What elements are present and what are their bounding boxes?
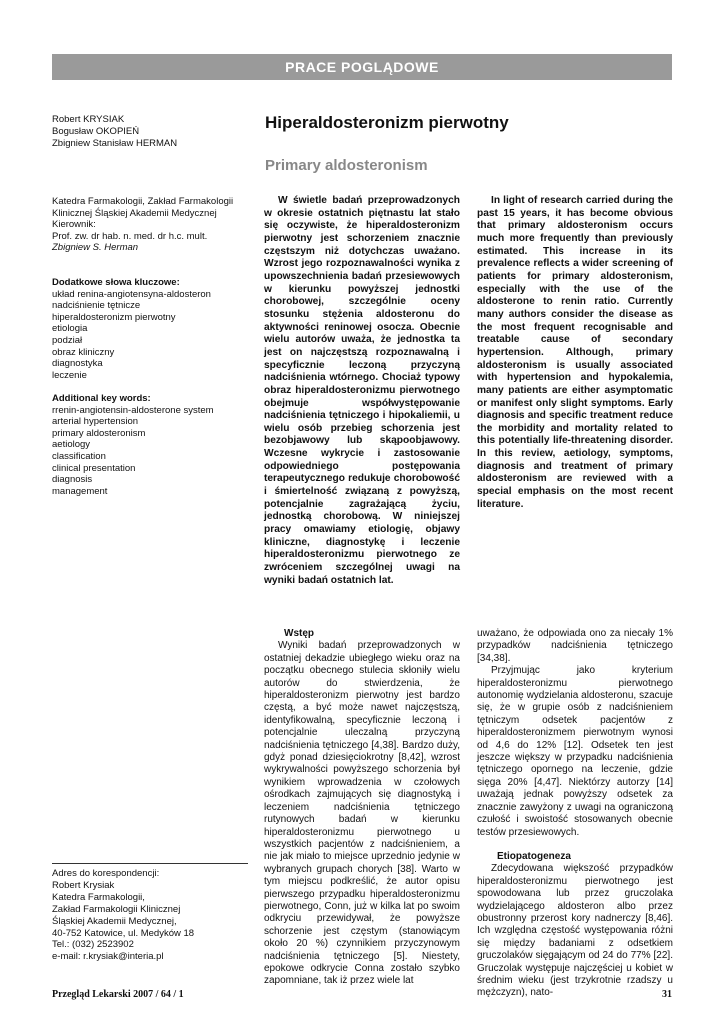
keyword: diagnosis [52,474,93,486]
journal-footer: Przegląd Lekarski 2007 / 64 / 1 [52,989,184,1000]
keyword: aetiology [52,439,91,451]
keyword: obraz kliniczny [52,346,115,358]
affiliation-line: Prof. zw. dr hab. n. med. dr h.c. mult. [52,230,208,242]
keyword: rrenin-angiotensin-aldosterone system [52,404,214,416]
address-line: Śląskiej Akademii Medycznej, [52,915,177,927]
keyword: podział [52,334,83,346]
address-line: Robert Krysiak [52,879,115,891]
keywords-en [52,393,252,497]
keywords-en-title: Additional key words: [52,393,151,404]
author: Bogusław OKOPIEŃ [52,126,140,137]
page-number: 31 [662,989,672,1000]
section-banner: PRACE POGLĄDOWE [52,54,672,80]
paragraph: Przyjmując jako kryterium hiperaldosteronizmu pierwotnego autonomię wydzielania aldosteronu, szacuje się, że w grupie osób z nadciśnieniem tętniczym odsetek pacjentów z hiperaldosteronizmem pierwotnym wynosi od 4,6 do 12% [12]. Odsetek ten jest jeszcze większy w przypadku nadciśnienia tętniczego opornego na leczenie, gdzie sięga 20% [4,47]. Niektórzy autorzy [14] uważają jednak powyższy odsetek za znacznie zawyżony z uwagi na ograniczoną czułość i swoistość stosowanych obecnie testów przesiewowych. [477,665,673,838]
author: Zbigniew Stanisław HERMAN [52,138,178,149]
abstract-pl: W świetle badań przeprowadzonych w okresie ostatnich piętnastu lat stało się oczywiste, że hiperaldosteronizm pierwotny jest schorzeniem znacznie częstszym niż dotychczas uważano. Wzrost jego rozpoznawalności wynika z upowszechnienia badań przesiewowych w kierunku powyższej jednostki chorobowej, szczególnie oceny stosunku stężenia aldosteronu do aktywności reninowej osocza. Obecnie wielu autorów uważa, że jednostka ta jest on najczęstszą rozpoznawalną i specyficznie leczoną przyczyną nadciśnienia wtórnego. Chociaż typowy obraz hiperaldosteronizmu pierwotnego obejmuje współwystępowanie nadciśnienia tętniczego i hipokaliemii, u wielu osób przebieg schorzenia jest bezobjawowy lub skąpoobjawowy. Wczesne wykrycie i zastosowanie odpowiedniego postępowania terapeutycznego redukuje chorobowość i śmiertelność związaną z powyższą, potencjalnie zagrażającą życiu, jednostką chorobową. W niniejszej pracy omawiamy etiologię, objawy kliniczne, diagnostykę i leczenie hiperaldosteronizmu pierwotnego ze zwróceniem szczególnej uwagi na wyniki badań ostatnich lat. [264,195,460,586]
keyword: diagnostyka [52,358,103,370]
keyword: hiperaldosteronizm pierwotny [52,311,176,323]
affiliation-line: Klinicznej Śląskiej Akademii Medycznej [52,207,217,219]
keyword: leczenie [52,369,87,381]
keywords-pl [52,277,252,381]
keyword: arterial hypertension [52,416,139,428]
correspondence-address [52,868,194,963]
section-heading: Wstęp [284,628,314,639]
body-column-2 [477,628,673,1000]
author-list [52,114,177,150]
body-column-1 [264,628,460,988]
divider [52,863,248,864]
keywords-pl-title: Dodatkowe słowa kluczowe: [52,277,180,288]
section-heading: Etiopatogeneza [497,850,571,862]
article-subtitle: Primary aldosteronism [265,157,428,174]
address-line: Tel.: (032) 2523902 [52,939,134,951]
keyword: classification [52,450,106,462]
affiliation-line: Kierownik: [52,219,96,231]
address-line: e-mail: r.krysiak@interia.pl [52,951,164,963]
keyword: management [52,485,108,497]
affiliation [52,196,252,254]
affiliation-head: Zbigniew S. Herman [52,242,139,254]
article-title: Hiperaldosteronizm pierwotny [265,113,509,132]
address-line: 40-752 Katowice, ul. Medyków 18 [52,927,195,939]
paragraph: Zdecydowana większość przypadków hiperaldosteronizmu pierwotnego jest spowodowana lub przez gruczolaka wydzielającego aldosteron albo przez obustronny przerost kory nadnerczy [8,46]. Ich względna częstość występowania różni się między badaniami z odsetkiem gruczolaków sięgającym od 24 do 77% [22]. Gruczolak występuje najczęściej u kobiet w średnim wieku (jest trzykrotnie rzadszy u mężczyzn), nato- [477,863,673,999]
keyword: primary aldosteronism [52,427,146,439]
keyword: nadciśnienie tętnicze [52,300,141,312]
author: Robert KRYSIAK [52,114,125,125]
paragraph: uważano, że odpowiada ono za niecały 1% przypadków nadciśnienia tętniczego [34,38]. [477,628,673,664]
keyword: układ renina-angiotensyna-aldosteron [52,288,211,300]
address-line: Zakład Farmakologii Klinicznej [52,903,181,915]
affiliation-line: Katedra Farmakologii, Zakład Farmakologii [52,196,234,207]
keyword: etiologia [52,323,88,335]
abstract-en: In light of research carried during the past 15 years, it has become obvious that primary aldosteronism occurs much more frequently than previously estimated. This increase in its prevalence reflects a wider screening of patients for primary aldosteronism, especially with the use of the aldosterone to renin ratio. Currently many authors consider the disease as the most frequent recognisable and treatable cause of secondary hypertension. Although, primary aldosteronism is usually associated with hypertension and hypokalemia, many patients are either asymptomatic or manifest only slight symptoms. Early diagnosis and specific treatment reduce the morbidity and mortality related to this potentially life-threatening disorder. In this review, aetiology, symptoms, diagnosis and treatment of primary aldosteronism are reviewed with a special emphasis on the most recent literature. [477,195,673,510]
keyword: clinical presentation [52,462,136,474]
address-line: Adres do korespondencji: [52,868,160,879]
address-line: Katedra Farmakologii, [52,891,145,903]
paragraph: Wyniki badań przeprowadzonych w ostatniej dekadzie ubiegłego wieku oraz na początku obecnego stulecia skłoniły wielu autorów do stwierdzenia, że hiperaldosteronizm pierwotny jest bardzo częstą, a być może nawet najczęstszą, identyfikowalną, specyficznie leczoną i potencjalnie uleczalną przyczyną nadciśnienia tętniczego [4,38]. Bardzo duży, gdyż ponad dziesięciokrotny [8,42], wzrost wykrywalności powyższego schorzenia był wynikiem wprowadzenia w czołowych ośrodkach zajmujących się diagnostyką i leczeniem nadciśnienia tętniczego rutynowych badań w kierunku hiperaldosteronizmu pierwotnego u wszystkich pacjentów z nadciśnieniem, a nie jak miało to miejsce uprzednio jedynie w wybranych grupach chorych [38]. Warto w tym miejscu podkreślić, że autor opisu pierwszego przypadku hiperaldosteronizmu pierwotnego, Conn, już w kilka lat po swoim odkryciu przewidywał, że powyższe schorzenie jest częstym (stanowiącym około 20 %) czynnikiem przyczynowym nadciśnienia tętniczego [5]. Niestety, epokowe odkrycie Conna zostało szybko zapomniane, tak iż przez wiele lat [264,640,460,987]
